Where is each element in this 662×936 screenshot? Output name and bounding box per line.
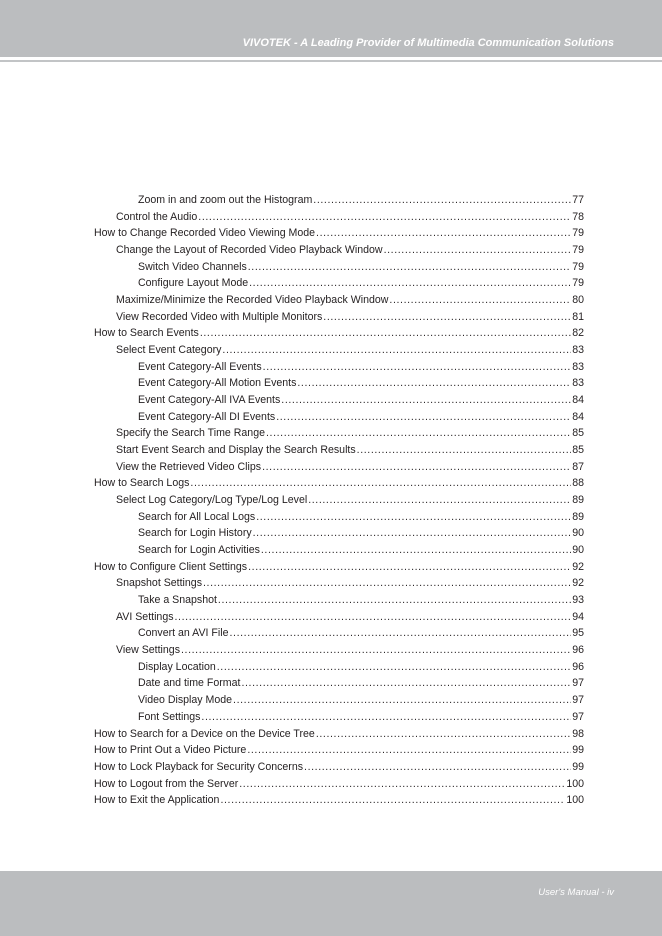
toc-entry[interactable]	[94, 225, 584, 242]
toc-entry[interactable]	[94, 642, 584, 659]
toc-entry-page-number: 83	[572, 344, 584, 357]
toc-entry[interactable]	[94, 459, 584, 476]
toc-entry-label: View the Retrieved Video Clips	[116, 460, 262, 473]
toc-entry-page-number: 87	[572, 460, 584, 473]
toc-entry-page-number: 80	[572, 294, 584, 307]
toc-entry[interactable]	[94, 492, 584, 509]
toc-entry-page-number: 92	[572, 560, 584, 573]
toc-entry[interactable]	[94, 625, 584, 642]
toc-dot-leader	[247, 742, 571, 759]
toc-entry[interactable]	[94, 342, 584, 359]
toc-entry-page-number: 79	[572, 260, 584, 273]
toc-entry-page-number: 79	[572, 244, 584, 257]
toc-entry-label: How to Exit the Application	[94, 794, 220, 807]
footer-band	[0, 871, 662, 936]
toc-entry[interactable]	[94, 575, 584, 592]
toc-entry-page-number: 100	[566, 794, 584, 807]
toc-entry-label: How to Search for a Device on the Device Tree	[94, 727, 315, 740]
toc-entry[interactable]	[94, 542, 584, 559]
toc-entry-page-number: 83	[572, 377, 584, 390]
toc-dot-leader	[256, 509, 571, 526]
toc-dot-leader	[233, 692, 571, 709]
toc-dot-leader	[203, 575, 571, 592]
toc-entry[interactable]	[94, 726, 584, 743]
toc-entry-label: Snapshot Settings	[116, 577, 202, 590]
toc-dot-leader	[263, 359, 572, 376]
toc-entry-label: Event Category-All Motion Events	[138, 377, 297, 390]
toc-entry[interactable]	[94, 275, 584, 292]
toc-entry[interactable]	[94, 709, 584, 726]
toc-dot-leader	[222, 342, 571, 359]
toc-entry[interactable]	[94, 592, 584, 609]
toc-entry-page-number: 92	[572, 577, 584, 590]
toc-dot-leader	[316, 225, 571, 242]
toc-dot-leader	[201, 709, 571, 726]
toc-dot-leader	[220, 792, 565, 809]
toc-dot-leader	[323, 309, 571, 326]
toc-entry[interactable]	[94, 409, 584, 426]
toc-entry-label: Event Category-All Events	[138, 360, 262, 373]
toc-dot-leader	[175, 609, 572, 626]
toc-dot-leader	[218, 592, 571, 609]
toc-entry-label: How to Change Recorded Video Viewing Mode	[94, 227, 316, 240]
toc-entry[interactable]	[94, 559, 584, 576]
toc-entry-label: Select Log Category/Log Type/Log Level	[116, 494, 308, 507]
toc-entry-label: Specify the Search Time Range	[116, 427, 265, 440]
toc-dot-leader	[262, 459, 571, 476]
header-band	[0, 0, 662, 57]
toc-entry-label: Event Category-All DI Events	[138, 410, 276, 423]
toc-entry[interactable]	[94, 292, 584, 309]
toc-entry-page-number: 77	[572, 194, 584, 206]
toc-entry-label: How to Lock Playback for Security Concerns	[94, 760, 304, 773]
toc-dot-leader	[297, 375, 571, 392]
toc-entry-label: Switch Video Channels	[138, 260, 247, 273]
toc-dot-leader	[308, 492, 571, 509]
toc-dot-leader	[389, 292, 571, 309]
toc-entry[interactable]	[94, 259, 584, 276]
toc-entry[interactable]	[94, 525, 584, 542]
toc-entry-label: Change the Layout of Recorded Video Playback Window	[116, 244, 383, 257]
toc-entry[interactable]	[94, 659, 584, 676]
toc-entry-page-number: 79	[572, 227, 584, 240]
footer-page-label: User's Manual - iv	[538, 887, 614, 898]
toc-entry-label: How to Search Events	[94, 327, 199, 340]
toc-entry-label: Maximize/Minimize the Recorded Video Playback Window	[116, 294, 389, 307]
toc-entry[interactable]	[94, 792, 584, 809]
toc-dot-leader	[239, 776, 565, 793]
toc-entry-page-number: 90	[572, 544, 584, 557]
toc-entry-page-number: 85	[572, 444, 584, 457]
toc-entry-page-number: 90	[572, 527, 584, 540]
toc-entry-page-number: 95	[572, 627, 584, 640]
toc-entry-page-number: 97	[572, 694, 584, 707]
toc-entry-page-number: 83	[572, 360, 584, 373]
table-of-contents	[94, 192, 584, 809]
toc-entry[interactable]	[94, 609, 584, 626]
toc-entry[interactable]	[94, 425, 584, 442]
toc-dot-leader	[384, 242, 572, 259]
toc-entry[interactable]	[94, 692, 584, 709]
toc-dot-leader	[181, 642, 571, 659]
toc-entry-label: Select Event Category	[116, 344, 222, 357]
toc-dot-leader	[217, 659, 571, 676]
toc-entry-page-number: 97	[572, 710, 584, 723]
toc-entry[interactable]	[94, 192, 584, 209]
toc-entry-page-number: 89	[572, 510, 584, 523]
toc-entry-label: Take a Snapshot	[138, 594, 217, 607]
toc-entry-label: View Settings	[116, 644, 180, 657]
toc-dot-leader	[316, 726, 571, 743]
toc-entry[interactable]	[94, 309, 584, 326]
toc-entry[interactable]	[94, 759, 584, 776]
toc-entry-label: Search for Login Activities	[138, 544, 260, 557]
toc-entry-page-number: 99	[572, 744, 584, 757]
header-title: VIVOTEK - A Leading Provider of Multimedia Communication Solutions	[242, 37, 614, 49]
toc-entry[interactable]	[94, 475, 584, 492]
toc-entry-page-number: 89	[572, 494, 584, 507]
toc-entry[interactable]	[94, 375, 584, 392]
toc-entry-page-number: 96	[572, 660, 584, 673]
toc-entry[interactable]	[94, 392, 584, 409]
toc-entry-page-number: 99	[572, 760, 584, 773]
toc-entry-page-number: 98	[572, 727, 584, 740]
toc-entry-page-number: 100	[566, 777, 584, 790]
toc-entry-label: Configure Layout Mode	[138, 277, 249, 290]
toc-dot-leader	[266, 425, 571, 442]
toc-dot-leader	[229, 625, 571, 642]
toc-entry-label: Start Event Search and Display the Search Results	[116, 444, 356, 457]
header-divider	[0, 60, 662, 62]
toc-entry-page-number: 84	[572, 410, 584, 423]
toc-dot-leader	[248, 559, 571, 576]
toc-dot-leader	[357, 442, 572, 459]
toc-entry-page-number: 78	[572, 210, 584, 223]
toc-dot-leader	[281, 392, 571, 409]
toc-entry-page-number: 93	[572, 594, 584, 607]
toc-entry-label: Font Settings	[138, 710, 201, 723]
toc-entry-page-number: 79	[572, 277, 584, 290]
toc-entry[interactable]	[94, 742, 584, 759]
toc-entry[interactable]	[94, 359, 584, 376]
toc-entry-page-number: 88	[572, 477, 584, 490]
toc-dot-leader	[313, 192, 571, 209]
toc-entry-label: How to Search Logs	[94, 477, 190, 490]
toc-entry-label: Video Display Mode	[138, 694, 233, 707]
toc-entry-label: Search for All Local Logs	[138, 510, 256, 523]
toc-entry-label: Control the Audio	[116, 210, 198, 223]
toc-entry-page-number: 94	[572, 610, 584, 623]
toc-dot-leader	[276, 409, 571, 426]
toc-entry-label: Display Location	[138, 660, 216, 673]
toc-entry[interactable]	[94, 209, 584, 226]
toc-entry-label: How to Configure Client Settings	[94, 560, 248, 573]
toc-dot-leader	[248, 259, 571, 276]
toc-dot-leader	[190, 475, 571, 492]
toc-dot-leader	[241, 675, 571, 692]
toc-dot-leader	[200, 325, 571, 342]
toc-entry-label: How to Print Out a Video Picture	[94, 744, 247, 757]
toc-entry-page-number: 85	[572, 427, 584, 440]
toc-entry-label: How to Logout from the Server	[94, 777, 239, 790]
toc-entry[interactable]	[94, 442, 584, 459]
toc-entry-label: Convert an AVI File	[138, 627, 229, 640]
toc-entry[interactable]	[94, 325, 584, 342]
toc-entry[interactable]	[94, 509, 584, 526]
toc-entry[interactable]	[94, 776, 584, 793]
toc-entry-page-number: 81	[572, 310, 584, 323]
toc-dot-leader	[253, 525, 572, 542]
toc-entry-label: AVI Settings	[116, 610, 174, 623]
toc-entry-page-number: 84	[572, 394, 584, 407]
toc-entry[interactable]	[94, 242, 584, 259]
toc-dot-leader	[261, 542, 571, 559]
toc-dot-leader	[304, 759, 571, 776]
toc-dot-leader	[249, 275, 571, 292]
toc-entry-label: Event Category-All IVA Events	[138, 394, 281, 407]
toc-entry-label: View Recorded Video with Multiple Monitors	[116, 310, 323, 323]
toc-entry-label: Zoom in and zoom out the Histogram	[138, 194, 313, 206]
toc-entry-page-number: 82	[572, 327, 584, 340]
toc-entry-page-number: 97	[572, 677, 584, 690]
toc-entry[interactable]	[94, 675, 584, 692]
toc-dot-leader	[198, 209, 571, 226]
toc-entry-label: Date and time Format	[138, 677, 241, 690]
toc-entry-label: Search for Login History	[138, 527, 252, 540]
toc-entry-page-number: 96	[572, 644, 584, 657]
